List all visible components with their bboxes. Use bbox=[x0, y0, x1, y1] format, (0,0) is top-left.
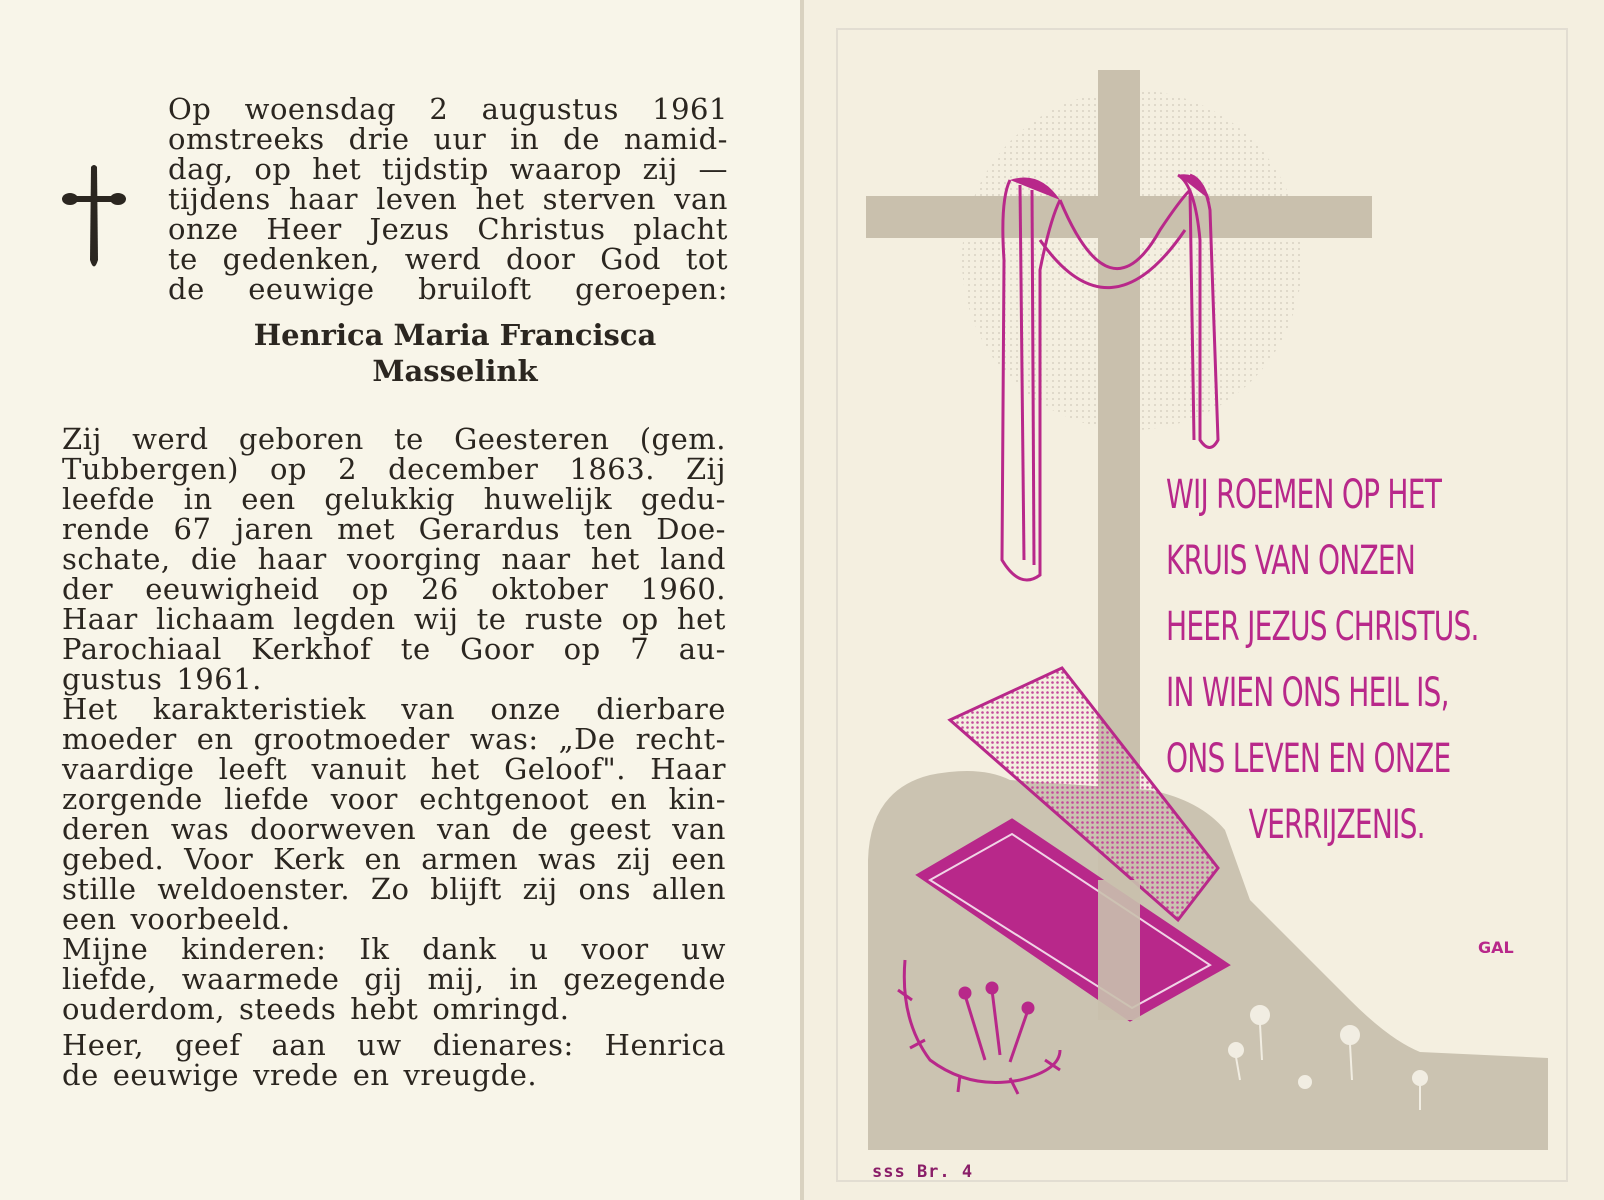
prayer-line: de eeuwige vrede en vreugde. bbox=[62, 1058, 538, 1092]
cross-horizontal-beam bbox=[866, 196, 1372, 238]
intro-line: de eeuwige bruiloft geroepen: bbox=[168, 272, 728, 306]
body-line: gebed. Voor Kerk en armen was zij een bbox=[62, 842, 726, 876]
body-line: Haar lichaam legden wij te ruste op het bbox=[62, 602, 726, 636]
intro-line: tijdens haar leven het sterven van bbox=[168, 182, 728, 216]
verse-line: HEER JEZUS CHRISTUS. bbox=[1166, 604, 1479, 650]
deceased-name-line-2: Masselink bbox=[372, 354, 538, 388]
printer-mark: sss Br. 4 bbox=[872, 1162, 974, 1182]
verse-line: ONS LEVEN EN ONZE bbox=[1166, 736, 1451, 782]
body-line: Parochiaal Kerkhof te Goor op 7 au- bbox=[62, 632, 726, 666]
body-line: moeder en grootmoeder was: „De recht- bbox=[62, 722, 726, 756]
body-line: rende 67 jaren met Gerardus ten Doe- bbox=[62, 512, 726, 546]
intro-line: dag, op het tijdstip waarop zij — bbox=[168, 152, 728, 186]
verse-line: VERRIJZENIS. bbox=[1248, 802, 1425, 848]
verse-line: WIJ ROEMEN OP HET bbox=[1166, 472, 1442, 518]
verse-line: IN WIEN ONS HEIL IS, bbox=[1166, 670, 1449, 716]
body-line: Mijne kinderen: Ik dank u voor uw bbox=[62, 932, 726, 966]
body-line: een voorbeeld. bbox=[62, 902, 291, 936]
body-line: liefde, waarmede gij mij, in gezegende bbox=[62, 962, 726, 996]
body-line: deren was doorweven van de geest van bbox=[62, 812, 726, 846]
body-line: der eeuwigheid op 26 oktober 1960. bbox=[62, 572, 726, 606]
body-line: Zij werd geboren te Geesteren (gem. bbox=[62, 422, 726, 456]
artist-signature: GAL bbox=[1478, 938, 1514, 957]
body-line: gustus 1961. bbox=[62, 662, 262, 696]
prayer-line: Heer, geef aan uw dienares: Henrica bbox=[62, 1028, 726, 1062]
intro-line: omstreeks drie uur in de namid- bbox=[168, 122, 728, 156]
body-line: stille weldoenster. Zo blijft zij ons allen bbox=[62, 872, 726, 906]
intro-line: te gedenken, werd door God tot bbox=[168, 242, 728, 276]
intro-line: onze Heer Jezus Christus placht bbox=[168, 212, 728, 246]
body-line: vaardige leeft vanuit het Geloof". Haar bbox=[62, 752, 726, 786]
body-line: Het karakteristiek van onze dierbare bbox=[62, 692, 726, 726]
verse-line: KRUIS VAN ONZEN bbox=[1166, 538, 1416, 584]
body-line: leefde in een gelukkig huwelijk gedu- bbox=[62, 482, 726, 516]
body-line: zorgende liefde voor echtgenoot en kin- bbox=[62, 782, 726, 816]
deceased-name-line-1: Henrica Maria Francisca bbox=[253, 318, 657, 352]
intro-line: Op woensdag 2 augustus 1961 bbox=[168, 92, 728, 126]
body-line: ouderdom, steeds hebt omringd. bbox=[62, 992, 570, 1026]
scripture-verse bbox=[1166, 462, 1546, 858]
body-line: schate, die haar voorging naar het land bbox=[62, 542, 726, 576]
body-line: Tubbergen) op 2 december 1863. Zij bbox=[62, 452, 726, 486]
